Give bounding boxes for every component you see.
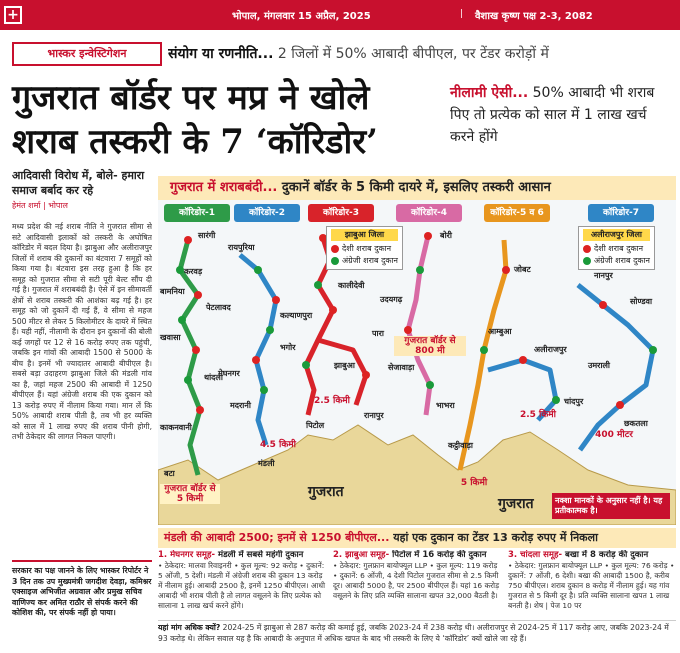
place-label: पारा <box>372 329 384 338</box>
green-dot-icon <box>331 257 339 265</box>
place-label: मदरानी <box>230 401 251 410</box>
state-label-gujarat: गुजरात <box>308 484 344 500</box>
shop-dot <box>502 266 510 274</box>
group-title: 1. मेघनगर समूह- मंडली में सबसे महंगी दुकान <box>158 550 304 560</box>
place-label: कालीदेवी <box>338 281 365 290</box>
pull-quote <box>450 82 675 148</box>
place-label: कल्याणपुरा <box>280 311 313 320</box>
kicker-line <box>168 44 676 63</box>
place-label: चांदपुर <box>564 397 584 406</box>
shop-dot <box>426 381 434 389</box>
place-label: मेघनगर <box>218 369 240 378</box>
kicker-lead: संयोग या रणनीति... <box>168 46 274 62</box>
newspaper-top-bar <box>0 0 680 30</box>
footer-note <box>158 620 676 652</box>
place-label: पिटोल <box>306 421 325 430</box>
corridor-label-4: कॉरिडोर-4 <box>396 204 462 222</box>
shop-dot <box>616 401 624 409</box>
section-tag: भास्कर इन्वेस्टिगेशन <box>12 42 162 66</box>
distance-note: 400 मीटर <box>595 430 633 440</box>
shop-dot <box>416 266 424 274</box>
place-label: खवासा <box>160 333 181 342</box>
shop-dot <box>649 346 657 354</box>
place-label: उमराली <box>588 361 611 370</box>
shop-dot <box>260 386 268 394</box>
shop-dot <box>252 356 260 364</box>
corridor-2-route <box>240 255 276 445</box>
legend-jhabua <box>326 226 403 270</box>
corridor-label-1: कॉरिडोर-1 <box>164 204 230 222</box>
subheadline: आदिवासी विरोध में, बोले- हमारा समाज बर्बाद कर रहे <box>12 169 145 197</box>
place-label: अलीराजपुर <box>534 345 567 354</box>
plus-icon: + <box>4 6 22 24</box>
legend-title: अलीराजपुर जिला <box>583 229 650 241</box>
quote-rest: 50% आबादी भी शराब पिए तो प्रत्येक को साल में 1 लाख खर्च करने होंगे <box>450 85 655 145</box>
corridor-label-2: कॉरिडोर-2 <box>234 204 300 222</box>
group-title: 3. चांदला समूह- बखा में 8 करोड़ की दुकान <box>508 550 649 560</box>
shop-dot <box>184 376 192 384</box>
place-label: बटा <box>164 469 175 478</box>
shop-dot <box>404 326 412 334</box>
group-column-1 <box>158 550 326 620</box>
place-label: छकतला <box>624 419 648 428</box>
place-label: भगोर <box>280 343 296 352</box>
bottom-headline <box>158 528 676 548</box>
shop-dot <box>266 326 274 334</box>
shop-dot <box>329 306 337 314</box>
place-label: पेटलावद <box>206 303 231 312</box>
group-text: • ठेकेदार: गुलफ्रान बायोफ्यूल LLP • कुल मूल्य: 119 करोड़ • दुकानें: 6 ओंजी, 4 देशी पिटोल गुजरात सीमा से 2.5 किमी दूर। आबादी 5000 है, पर 2500 बीपीएल हैं। यहां 16 करोड़ वसूलने के लिए प्रति व्यक्ति सालाना खपत 32,000 बैठती है। <box>333 561 500 600</box>
shop-dot <box>272 296 280 304</box>
map-disclaimer: नक्शा मानकों के अनुसार नहीं है। यह प्रतीकात्मक है। <box>552 493 670 519</box>
footer-text: 2024-25 में झाबुआ से 287 करोड़ की कमाई हुई, जबकि 2023-24 में 238 करोड़ थी। अलीराजपुर से 2024-25 में 117 करोड़ आए, जबकि 2023-24 में 93 करोड़ थे। लेकिन सवाल यह है कि आबादी के अनुपात में अधिक खपत के बाद भी तस्करी के लिए ये ‘कॉरिडोर’ क्यों खोले जा रहे हैं। <box>158 623 669 643</box>
shop-dot <box>314 281 322 289</box>
story-body: मध्य प्रदेश की नई शराब नीति ने गुजरात सीमा से सटे आदिवासी इलाकों को तस्करी के अघोषित कॉरिडोर में बदल दिया है। झाबुआ और अलीराजपुर जिलों में शराब की दुकानों का बंटवारा 7 समूहों को किया गया है। बंटवारा इस तरह हुआ है कि हर समूह को गुजरात सीमा से सटी पूरी बेल्ट सौंप दी गई है। गुजरात में शराबबंदी है। ऐसे में इन सीमावर्ती क्षेत्रों से शराब तस्करी की आशंका बढ़ गई है। हर समूह को जो दुकानें दी गई हैं, वे सीमा से महज 500 मीटर से लेकर 5 किलोमीटर के दायरे में स्थित हैं। यही नहीं, नीलामी के दौरान इन दुकानों की बोली कई जगहों पर 12 से 16 करोड़ रुपए तक पहुंची, जबकि इन गांवों की आबादी 1500 से 5000 के बीच है। इनमें भी ज्यादातर आबादी बीपीएल है। सबसे बड़ा उदाहरण झाबुआ जिले की मंडली गांव का है, जहां महज 2500 की आबादी में 1250 बीपीएल हैं। यहां अंग्रेजी शराब की एक दुकान को 13 करोड़ रुपए में नीलाम किया गया। मान लें कि 50% आबादी शराब पीती है, तब भी हर व्यक्ति को साल में 1 लाख रुपए की शराब पीनी होगी, तभी ठेकेदार की लागत निकल पाएगी। <box>12 222 152 441</box>
map-header-lead: गुजरात में शराबबंदी... <box>170 180 278 195</box>
map-header-rest: दुकानें बॉर्डर के 5 किमी दायरे में, इसलिए तस्करी आसान <box>277 180 551 195</box>
shop-dot <box>176 266 184 274</box>
edition-date: भोपाल, मंगलवार 15 अप्रैल, 2025 <box>232 11 371 22</box>
place-label: काकनवानी <box>160 423 192 432</box>
place-label: बोरी <box>440 231 452 240</box>
bottom-head-rest: यहां एक दुकान का टेंडर 13 करोड़ रुपए में निकला <box>389 531 598 544</box>
group-columns <box>158 550 676 620</box>
footer-question: यहां मांग अधिक क्यों? <box>158 623 221 632</box>
place-label: थांदला <box>204 373 223 382</box>
corridor-label-3: कॉरिडोर-3 <box>308 204 374 222</box>
place-label: बामनिया <box>160 287 185 296</box>
place-label: झाबुआ <box>334 361 355 370</box>
group-column-3 <box>508 550 676 620</box>
shop-dot <box>362 371 370 379</box>
place-label: सेजावाड़ा <box>388 363 415 372</box>
red-dot-icon <box>331 245 339 253</box>
shop-dot <box>192 346 200 354</box>
legend-item: अंग्रेजी शराब दुकान <box>331 255 398 267</box>
place-label: भाभरा <box>436 401 455 410</box>
shop-dot <box>184 236 192 244</box>
place-label: कट्ठीवाड़ा <box>448 441 473 450</box>
place-label: नानपुर <box>594 271 613 280</box>
group-text: • ठेकेदार: मालवा रिवाइनरी • कुल मूल्य: 92 करोड़ • दुकानें: 5 ओंजी, 5 देशी। मंडली में अंग्रेजी शराब की दुकान 13 करोड़ में नीलाम हुई। आबादी 2500 है, इनमें 1250 बीपीएल। आधी आबादी भी शराब पीती है तो लागत वसूलने के लिए प्रत्येक को सालाना 1 लाख खर्च करने होंगे। <box>158 561 326 610</box>
place-label: करवड़ <box>184 267 203 276</box>
quote-lead: नीलामी ऐसी... <box>450 85 529 101</box>
distance-note: 2.5 किमी <box>519 410 557 420</box>
distance-note: 2.5 किमी <box>313 396 351 406</box>
shop-dot <box>196 406 204 414</box>
shop-dot <box>302 361 310 369</box>
distance-note: 4.5 किमी <box>259 440 297 450</box>
shop-dot <box>599 301 607 309</box>
shop-dot <box>178 316 186 324</box>
shop-dot <box>424 232 432 240</box>
place-label: जोबट <box>514 265 531 274</box>
government-response-note: सरकार का पक्ष जानने के लिए भास्कर रिपोर्टर ने 3 दिन तक उप मुख्यमंत्री जगदीश देवड़ा, कमिश्नर एक्साइज अभिजीत अग्रवाल और प्रमुख सचिव वाणिज्य कर अमित राठौर से संपर्क करने की कोशिश की, पर संपर्क नहीं हो पाया। <box>12 560 152 650</box>
distance-note: गुजरात बॉर्डर से 5 किमी <box>160 484 220 504</box>
legend-item: अंग्रेजी शराब दुकान <box>583 255 650 267</box>
byline-box <box>12 168 157 211</box>
group-title: 2. झाबुआ समूह- पिटोल में 16 करोड़ की दुकान <box>333 550 487 560</box>
corridor-4-route <box>408 236 430 415</box>
corridor-label-7: कॉरिडोर-7 <box>588 204 654 222</box>
group-column-2 <box>333 550 501 620</box>
place-label: उदयगढ़ <box>380 295 403 304</box>
main-headline: गुजरात बॉर्डर पर मप्र ने खोले शराब तस्करी के 7 ‘कॉरिडोर’ <box>12 78 378 162</box>
shop-dot <box>194 291 202 299</box>
bottom-head-lead: मंडली की आबादी 2500; इनमें से 1250 बीपीएल... <box>164 531 390 544</box>
byline: हेमंत शर्मा | भोपाल <box>12 201 68 210</box>
place-label: सोण्डवा <box>630 297 653 306</box>
legend-item: देशी शराब दुकान <box>583 243 650 255</box>
shop-dot <box>552 396 560 404</box>
kicker-rest: 2 जिलों में 50% आबादी बीपीएल, पर टेंडर करोड़ों में <box>273 46 549 62</box>
group-text: • ठेकेदार: गुलफ्रान बायोफ्यूल LLP • कुल मूल्य: 76 करोड़ • दुकानें: 7 ओंजी, 6 देशी। बखा की आबादी 1500 है, करीब 750 बीपीएल। शराब दुकान 8 करोड़ में नीलाम हुई। यह गांव गुजरात से 5 किमी दूर है। प्रति व्यक्ति सालाना खपत 1 लाख बनती है। शेष | पेज 10 पर <box>508 561 675 610</box>
shop-dot <box>254 266 262 274</box>
hindu-calendar-date: वैशाख कृष्ण पक्ष 2-3, 2082 <box>475 11 593 22</box>
distance-note: 5 किमी <box>460 478 488 488</box>
green-dot-icon <box>583 257 591 265</box>
shop-dot <box>519 356 527 364</box>
shop-dot <box>480 346 488 354</box>
legend-item: देशी शराब दुकान <box>331 243 398 255</box>
place-label: आम्बुआ <box>488 327 512 336</box>
corridor-5-6-route <box>460 240 506 470</box>
state-label-gujarat-2: गुजरात <box>498 496 534 512</box>
corridor-map <box>158 200 676 525</box>
place-label: रानापुर <box>364 411 384 420</box>
separator: | <box>460 9 464 19</box>
corridor-label-5-6: कॉरिडोर-5 व 6 <box>484 204 550 222</box>
legend-alirajpur <box>578 226 655 270</box>
map-header <box>158 176 676 200</box>
red-dot-icon <box>583 245 591 253</box>
place-label: सारंगी <box>198 231 216 240</box>
distance-note: गुजरात बॉर्डर से 800 मी <box>394 336 466 356</box>
place-label: मंडली <box>258 459 275 468</box>
place-label: रायपुरिया <box>228 243 255 252</box>
legend-title: झाबुआ जिला <box>331 229 398 241</box>
